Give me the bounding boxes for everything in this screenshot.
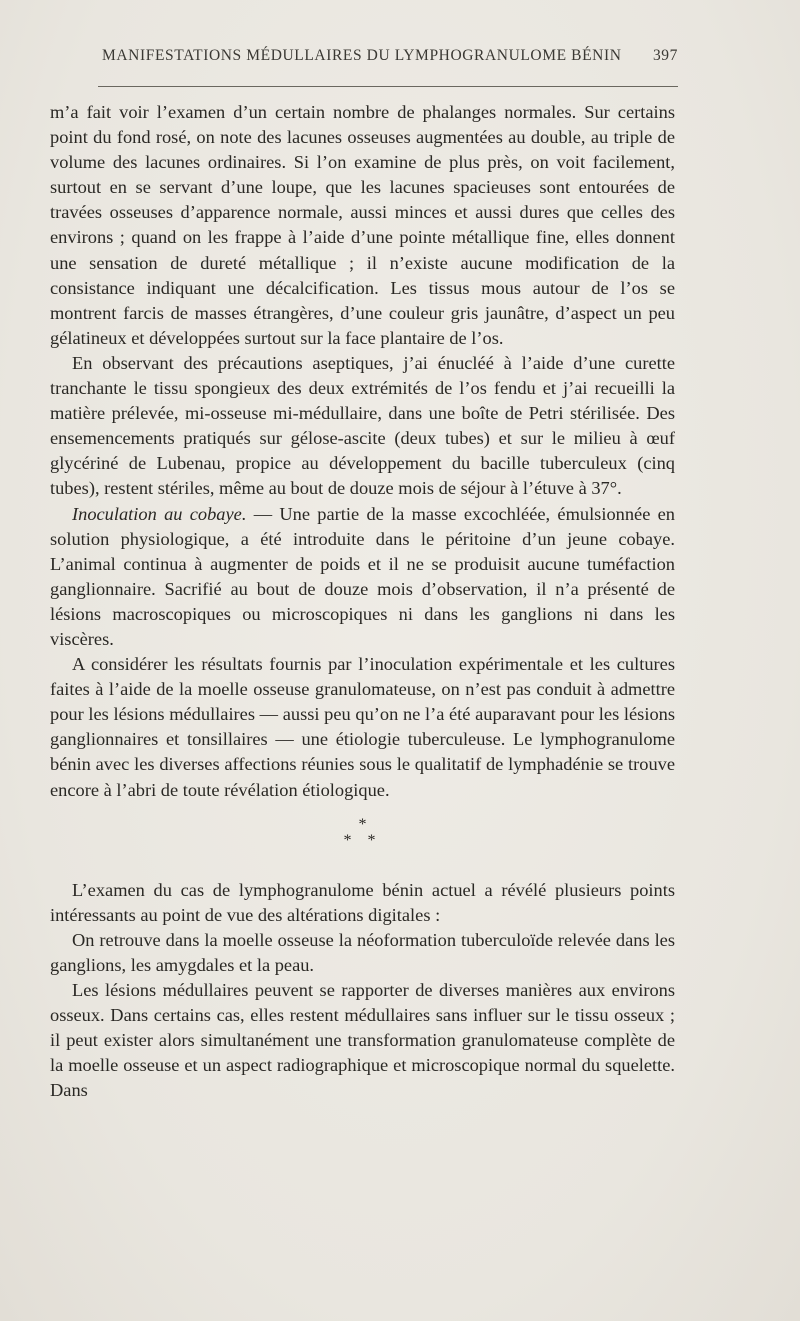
header-rule <box>98 86 678 87</box>
asterism-divider <box>50 803 675 878</box>
asterism-top: * <box>358 815 367 833</box>
paragraph-aseptic-culture: En observant des précautions aseptiques, j’ai énucléé à l’aide d’une curette tranchante le tissu spongieux des deux extrémités de l’os fendu et j’ai recueilli la matière prélevée, mi-osseuse mi-médullaire, dans une boîte de Petri stérilisée. Des ensemencements pratiqués sur gélose-ascite (deux tubes) et sur le milieu à œuf glycériné de Lubenau, propice au développement du bacille tuberculeux (cinq tubes), restent stériles, même au bout de douze mois de séjour à l’étuve à 37°. <box>50 352 675 499</box>
paragraph-medullary-lesions: Les lésions médullaires peuvent se rapporter de diverses manières aux environs osseux. Dans certains cas, elles restent médullaires sans influer sur le tissu osseux ; il peut exister alors simultanément une transformation granulomateuse complète de la moelle osseuse et un aspect radiographique et microscopique normal du squelette. Dans <box>50 980 675 1101</box>
inoculation-body: — Une partie de la masse excochléée, émulsionnée en solution physiologique, a été introduite dans le péritoine d’un jeune cobaye. L’animal continua à augmenter de poids et il ne se produisit aucune tuméfaction ganglionnaire. Sacrifié au bout de douze mois d’observation, il n’a présenté de lésions macroscopiques ou microscopiques ni dans les ganglions ni dans les viscères. <box>50 503 675 649</box>
inoculation-heading: Inoculation au cobaye. <box>72 503 247 524</box>
body-text <box>50 100 675 1103</box>
paragraph-continuation: m’a fait voir l’examen d’un certain nombre de phalanges normales. Sur certains point du fond rosé, on note des lacunes osseuses augmentées au double, au triple de volume des lacunes ordinaires. Si l’on examine de plus près, on voit facilement, surtout en se servant d’une loupe, que les lacunes spacieuses sont entourées de travées osseuses d’apparence normale, aussi minces et aussi dures que celles des environs ; quand on les frappe à l’aide d’une pointe métallique fine, elles donnent une sensation de dureté métallique ; il n’existe aucune modification de la consistance indiquant une décalcification. Les tissus mous autour de l’os se montrent farcis de masses étrangères, d’une couleur gris jaunâtre, d’aspect un peu gélatineux et développées surtout sur la face plantaire de l’os. <box>50 102 675 348</box>
paragraph-inoculation <box>50 502 675 653</box>
paragraph-tuberculoid: On retrouve dans la moelle osseuse la néoformation tuberculoïde relevée dans les ganglions, les amygdales et la peau. <box>50 929 675 975</box>
running-header <box>102 47 678 77</box>
paragraph-conclusion: A considérer les résultats fournis par l’inoculation expérimentale et les cultures faites à l’aide de la moelle osseuse granulomateuse, on n’est pas conduit à admettre pour les lésions médullaires — aussi peu qu’on ne l’a été auparavant pour les lésions ganglionnaires et tonsillaires — une étiologie tuberculeuse. Le lymphogranulome bénin avec les diverses affections réunies sous le qualitatif de lymphadénie se trouve encore à l’abri de toute révélation étiologique. <box>50 654 675 800</box>
running-title: MANIFESTATIONS MÉDULLAIRES DU LYMPHOGRANULOME BÉNIN <box>102 47 622 64</box>
paragraph-summary-intro: L’examen du cas de lymphogranulome bénin actuel a révélé plusieurs points intéressants au point de vue des altérations digitales : <box>50 879 675 925</box>
asterism-bottom: * * <box>343 831 382 849</box>
page-number: 397 <box>652 47 678 64</box>
